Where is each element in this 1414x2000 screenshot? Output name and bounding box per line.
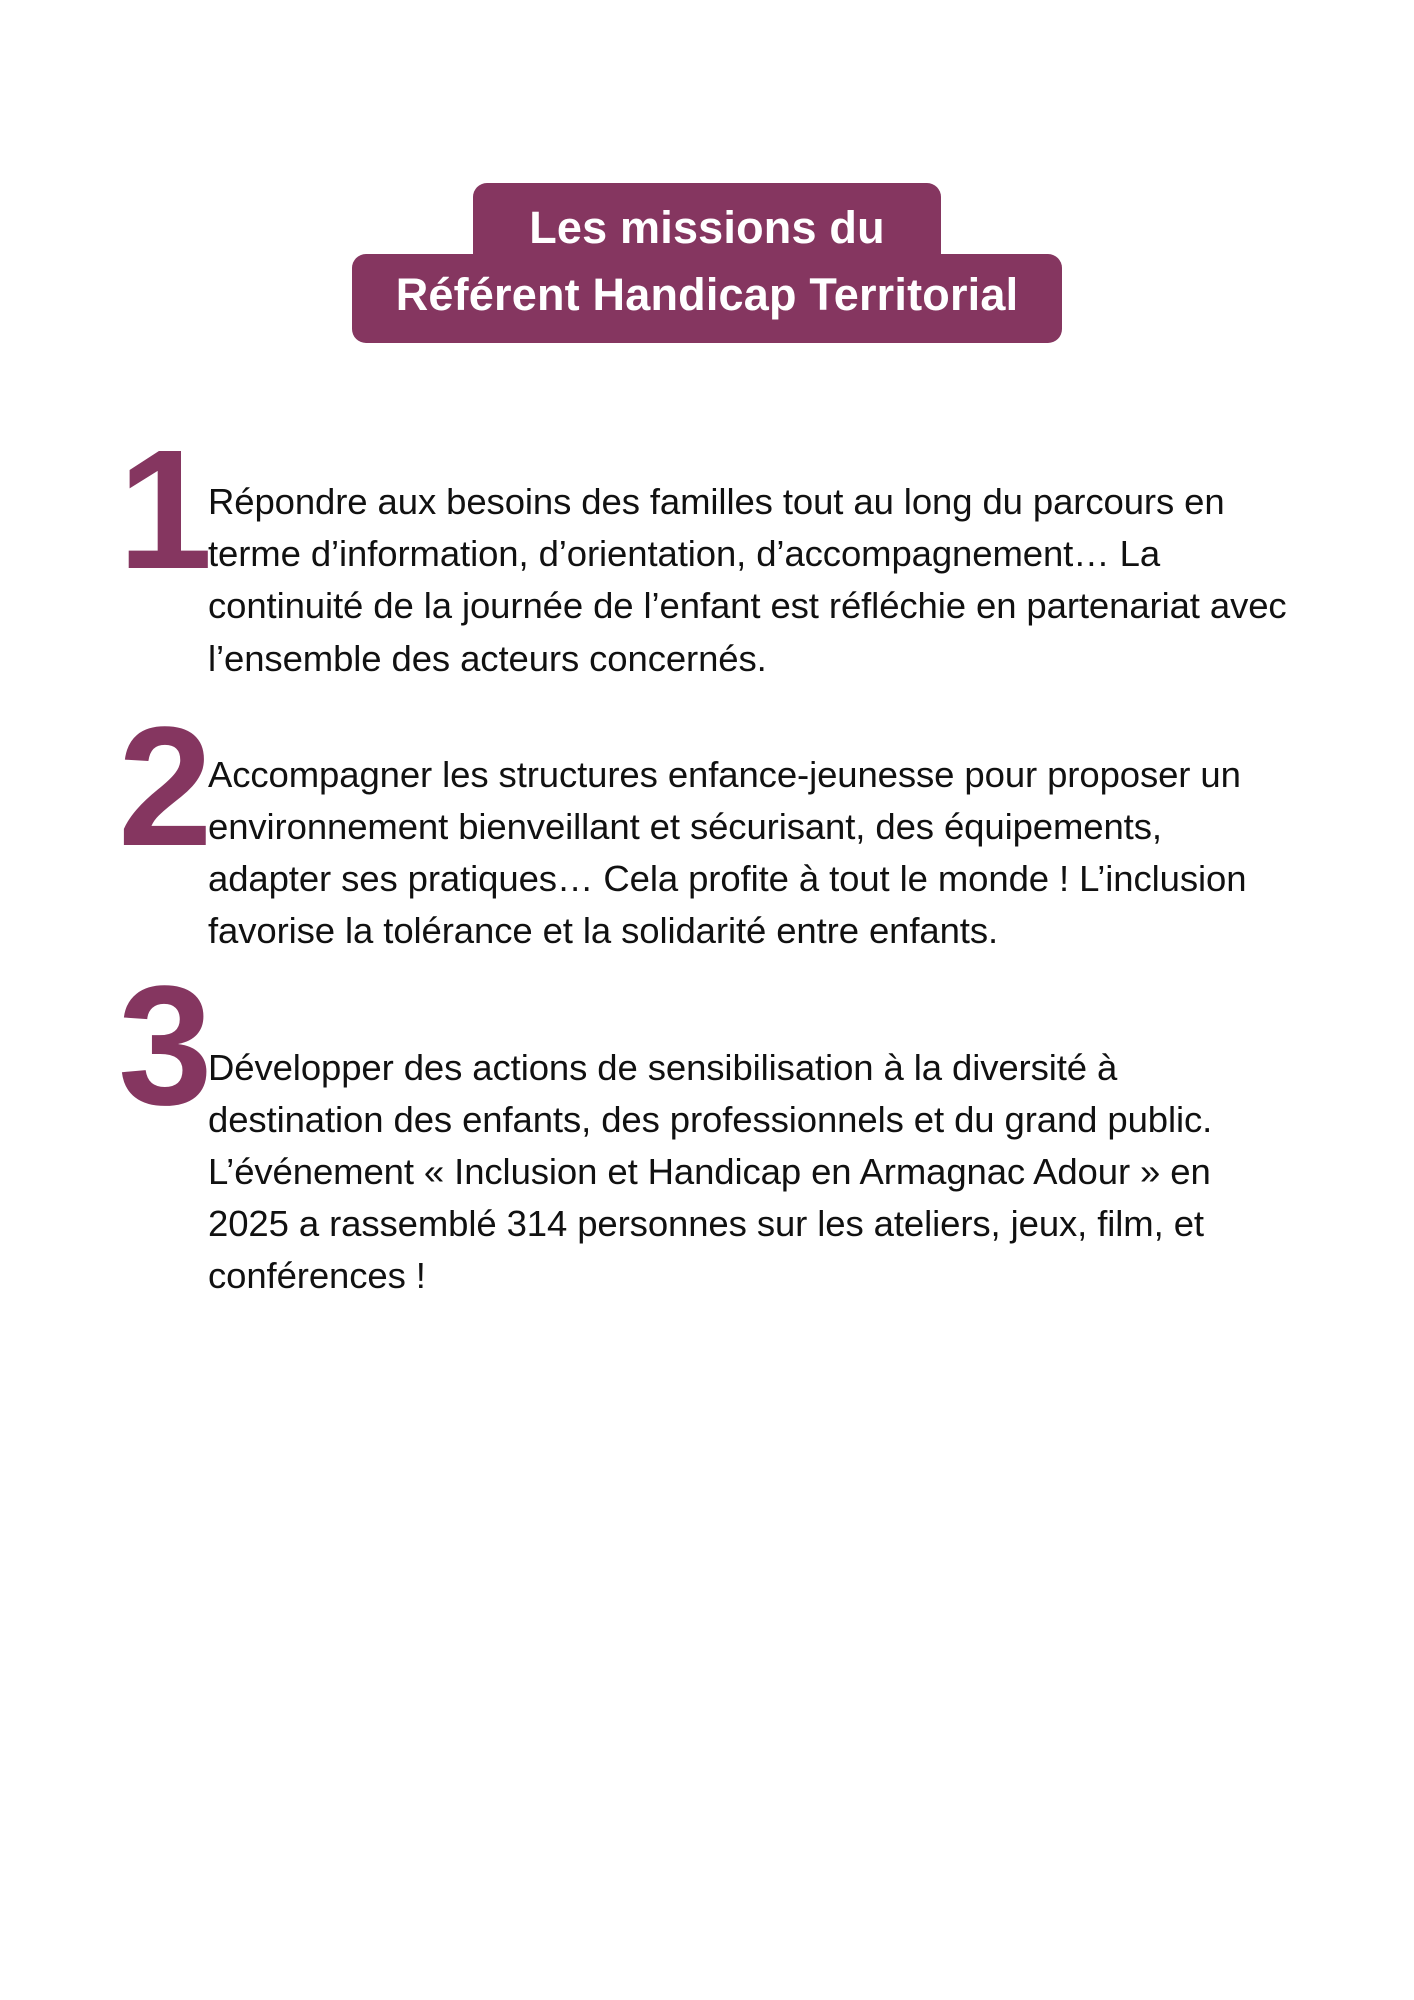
mission-text-3-wrapper	[208, 1014, 1414, 1303]
mission-item	[0, 950, 1414, 1303]
mission-text-2: Accompagner les structures enfance-jeunesse pour proposer un environnement bienveillant et sécurisant, des équipements, adapter ses pratiques… Cela profite à tout le monde ! L’inclusion favorise la tolérance et la solidarité entre enfants.	[208, 753, 1247, 952]
mission-number-1: 1	[118, 415, 210, 605]
banner-bottom-row	[0, 266, 1414, 343]
mission-item	[0, 691, 1414, 958]
banner-top-row	[0, 183, 1414, 266]
mission-text-1: Répondre aux besoins des familles tout au long du parcours en terme d’information, d’orientation, d’accompagnement… La continuité de la journée de l’enfant est réfléchie en partenariat avec l’ensemble des acteurs concernés.	[208, 481, 1287, 679]
banner	[0, 183, 1414, 378]
banner-title-line-1: Les missions du	[473, 183, 941, 266]
mission-number-2: 2	[118, 691, 210, 882]
mission-text-2-wrapper	[208, 741, 1414, 958]
mission-item	[0, 415, 1414, 685]
missions-list	[0, 415, 1414, 1358]
banner-title-line-2: Référent Handicap Territorial	[352, 254, 1063, 343]
mission-text-1-wrapper	[208, 470, 1414, 685]
mission-number-3: 3	[118, 950, 210, 1141]
mission-text-3: Développer des actions de sensibilisation à la diversité à destination des enfants, des professionnels et du grand public. L’événement « Inclusion et Handicap en Armagnac Adour » en 2025 a rassemblé 314 personnes sur les ateliers, jeux, film, et conférences !	[208, 1046, 1213, 1297]
